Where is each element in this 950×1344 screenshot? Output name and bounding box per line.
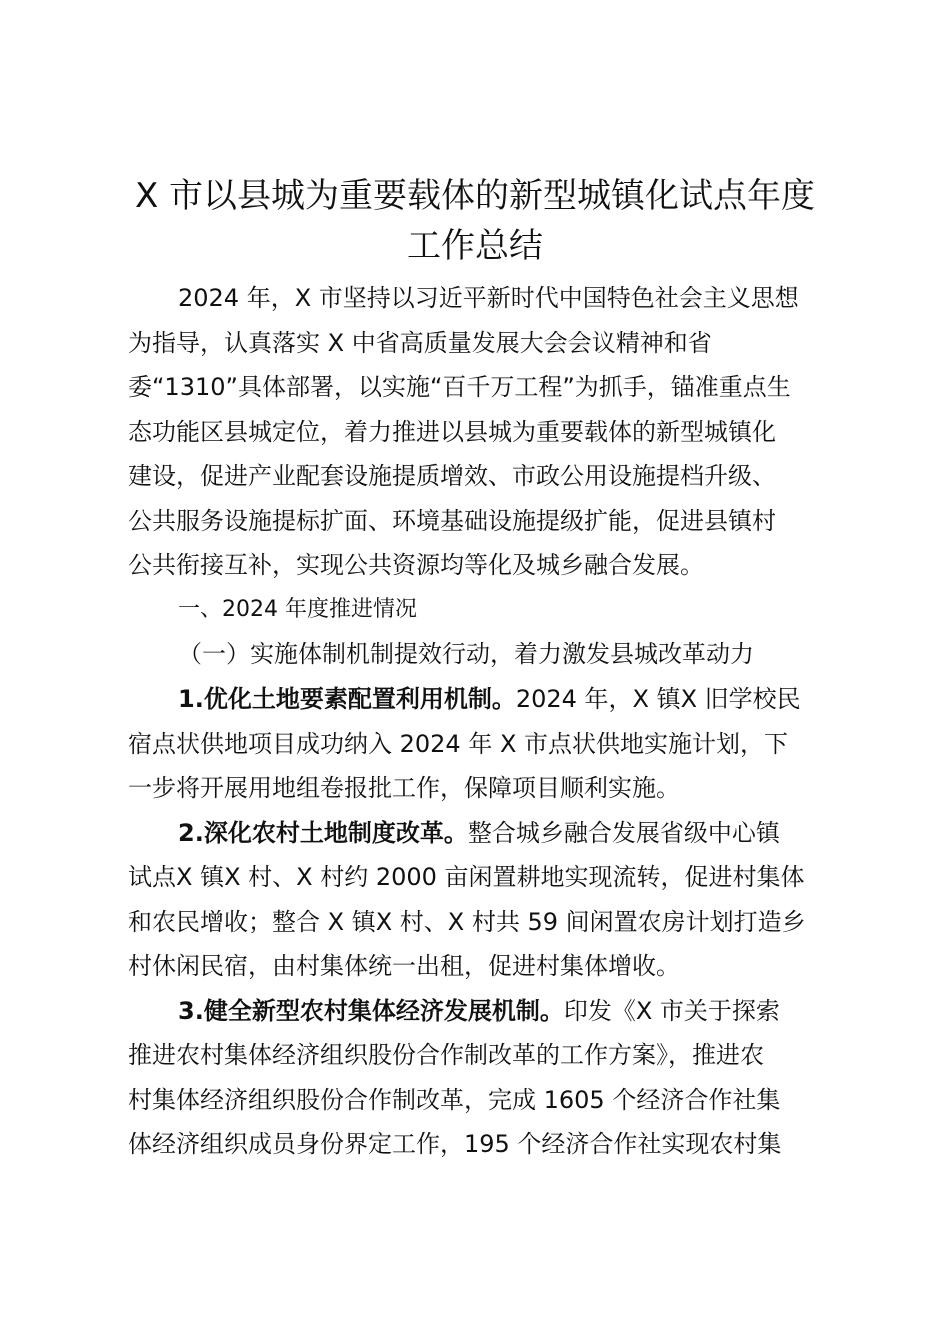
item-1-line-2: 宿点状供地项目成功纳入 2024 年 X 市点状供地实施计划，下 <box>128 730 789 758</box>
item-1-first-line <box>178 684 801 714</box>
item-1-line-3: 一步将开展用地组卷报批工作，保障项目顺利实施。 <box>128 774 680 802</box>
item-2-heading: 2.深化农村土地制度改革。 <box>178 819 468 847</box>
item-3-text: 印发《X 市关于探索 <box>563 997 780 1025</box>
item-3-first-line <box>178 996 780 1026</box>
intro-line-1: 2024 年，X 市坚持以习近平新时代中国特色社会主义思想 <box>178 284 799 312</box>
item-3-line-2: 推进农村集体经济组织股份合作制改革的工作方案》，推进农 <box>128 1041 764 1069</box>
item-2-text: 整合城乡融合发展省级中心镇 <box>467 819 780 847</box>
document-title-line-2: 工作总结 <box>407 226 543 266</box>
item-3-line-4: 体经济组织成员身份界定工作，195 个经济合作社实现农村集 <box>128 1130 782 1158</box>
item-2-line-3: 和农民增收；整合 X 镇X 村、X 村共 59 间闲置农房计划打造乡 <box>128 908 806 936</box>
intro-line-2: 为指导，认真落实 X 中省高质量发展大会会议精神和省 <box>128 329 712 357</box>
document-title-line-1: X 市以县城为重要载体的新型城镇化试点年度 <box>134 176 816 216</box>
intro-line-6: 公共服务设施提标扩面、环境基础设施提级扩能，促进县镇村 <box>128 507 776 535</box>
item-1-heading: 1.优化土地要素配置利用机制。 <box>178 685 516 713</box>
intro-line-7: 公共衔接互补，实现公共资源均等化及城乡融合发展。 <box>128 551 704 579</box>
intro-line-4: 态功能区县城定位，着力推进以县城为重要载体的新型城镇化 <box>128 418 776 446</box>
intro-line-5: 建设，促进产业配套设施提质增效、市政公用设施提档升级、 <box>128 462 776 490</box>
item-1-text: 2024 年，X 镇X 旧学校民 <box>515 685 801 713</box>
item-3-heading: 3.健全新型农村集体经济发展机制。 <box>178 997 564 1025</box>
section-heading: 一、2024 年度推进情况 <box>178 597 417 622</box>
subsection-heading: （一）实施体制机制提效行动，着力激发县城改革动力 <box>178 640 754 668</box>
item-3-line-3: 村集体经济组织股份合作制改革，完成 1605 个经济合作社集 <box>128 1086 781 1114</box>
item-2-line-2: 试点X 镇X 村、X 村约 2000 亩闲置耕地实现流转，促进村集体 <box>128 863 805 891</box>
item-2-first-line <box>178 818 780 848</box>
item-2-line-4: 村休闲民宿，由村集体统一出租，促进村集体增收。 <box>128 952 680 980</box>
intro-line-3: 委“1310”具体部署，以实施“百千万工程”为抓手，锚准重点生 <box>128 373 791 401</box>
